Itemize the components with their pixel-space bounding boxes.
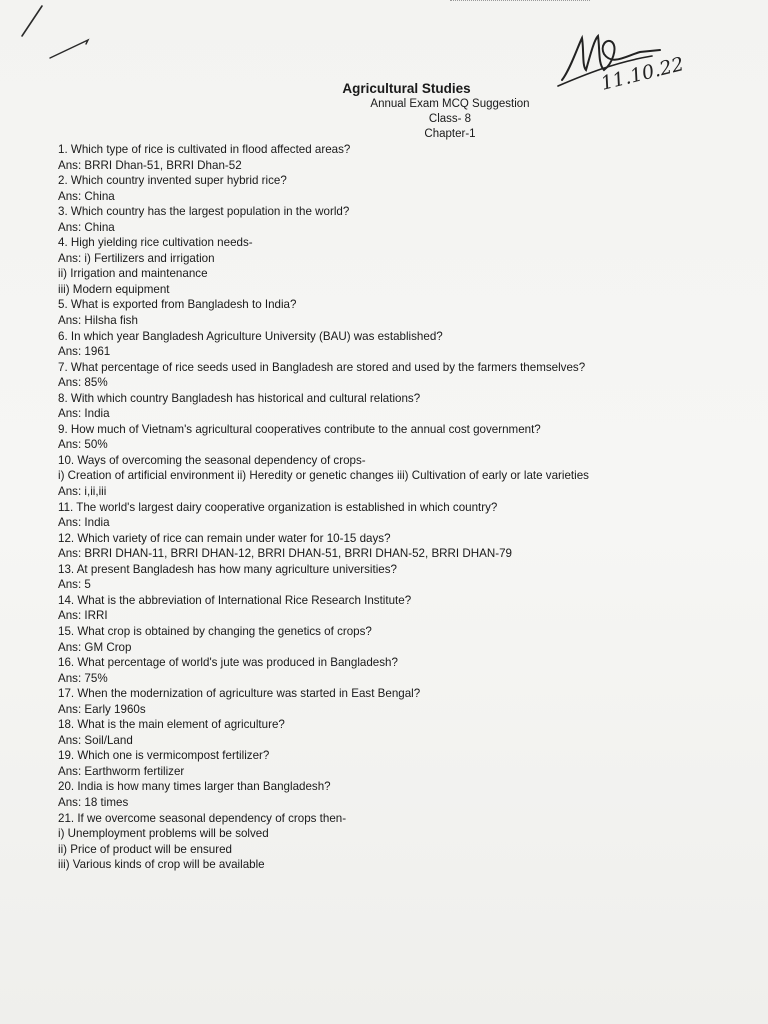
text-line: 21. If we overcome seasonal dependency of crops then- bbox=[58, 811, 347, 825]
text-line: 11. The world's largest dairy cooperative organization is established in which country? bbox=[58, 500, 498, 514]
text-line: Ans: BRRI DHAN-11, BRRI DHAN-12, BRRI DHAN-51, BRRI DHAN-52, BRRI DHAN-79 bbox=[58, 547, 512, 561]
text-line: Ans: India bbox=[58, 516, 110, 530]
text-line: Ans: i) Fertilizers and irrigation bbox=[58, 251, 215, 265]
document-subtitle: Annual Exam MCQ Suggestion bbox=[370, 98, 530, 110]
text-line: 10. Ways of overcoming the seasonal dependency of crops- bbox=[58, 453, 366, 467]
text-line: 13. At present Bangladesh has how many agriculture universities? bbox=[58, 562, 397, 576]
text-line: Ans: GM Crop bbox=[58, 640, 132, 654]
text-line: Ans: BRRI Dhan-51, BRRI Dhan-52 bbox=[58, 158, 242, 172]
class-label: Class- 8 bbox=[428, 113, 472, 125]
text-line: 9. How much of Vietnam's agricultural cooperatives contribute to the annual cost government? bbox=[58, 422, 541, 436]
text-line: Ans: China bbox=[58, 189, 115, 203]
text-line: 14. What is the abbreviation of International Rice Research Institute? bbox=[58, 593, 412, 607]
text-line: 19. Which one is vermicompost fertilizer? bbox=[58, 749, 270, 763]
text-line: Ans: India bbox=[58, 407, 110, 421]
text-line: Ans: Soil/Land bbox=[58, 733, 133, 747]
text-line: iii) Modern equipment bbox=[58, 282, 170, 296]
text-line: Ans: Early 1960s bbox=[58, 702, 146, 716]
text-line: Ans: 18 times bbox=[58, 795, 129, 809]
chapter-label: Chapter-1 bbox=[424, 128, 476, 140]
text-line: 12. Which variety of rice can remain under water for 10-15 days? bbox=[58, 531, 391, 545]
text-line: Ans: Hilsha fish bbox=[58, 314, 138, 328]
text-line: 5. What is exported from Bangladesh to India? bbox=[58, 298, 297, 312]
document-title: Agricultural Studies bbox=[342, 81, 471, 96]
text-line: Ans: 75% bbox=[58, 671, 108, 685]
text-line: i) Creation of artificial environment ii) Heredity or genetic changes iii) Cultivation of early or late varieties bbox=[58, 469, 589, 483]
text-line: 8. With which country Bangladesh has historical and cultural relations? bbox=[58, 391, 421, 405]
text-line: 6. In which year Bangladesh Agriculture University (BAU) was established? bbox=[58, 329, 443, 343]
text-line: Ans: 50% bbox=[58, 438, 108, 452]
text-line: 1. Which type of rice is cultivated in flood affected areas? bbox=[58, 143, 351, 156]
text-line: 18. What is the main element of agriculture? bbox=[58, 718, 285, 732]
text-line: 20. India is how many times larger than Bangladesh? bbox=[58, 780, 331, 794]
document-header bbox=[0, 80, 768, 142]
text-line: Ans: 5 bbox=[58, 578, 91, 592]
text-line: ii) Price of product will be ensured bbox=[58, 842, 232, 856]
text-line: 4. High yielding rice cultivation needs- bbox=[58, 236, 253, 250]
text-line: 16. What percentage of world's jute was produced in Bangladesh? bbox=[58, 656, 398, 670]
text-line: 17. When the modernization of agriculture was started in East Bengal? bbox=[58, 687, 421, 701]
svg-text:11.10.22: 11.10.22 bbox=[598, 53, 687, 95]
text-line: Ans: Earthworm fertilizer bbox=[58, 764, 185, 778]
text-line: ii) Irrigation and maintenance bbox=[58, 267, 208, 281]
text-line: Ans: 1961 bbox=[58, 345, 111, 359]
pen-marks bbox=[10, 0, 100, 70]
scan-edge-mark bbox=[450, 0, 590, 2]
text-line: 15. What crop is obtained by changing the genetics of crops? bbox=[58, 624, 372, 638]
text-line: Ans: IRRI bbox=[58, 609, 108, 623]
text-line: i) Unemployment problems will be solved bbox=[58, 827, 269, 841]
text-line: Ans: 85% bbox=[58, 376, 108, 390]
text-line: 3. Which country has the largest population in the world? bbox=[58, 205, 350, 219]
text-line: iii) Various kinds of crop will be available bbox=[58, 858, 265, 872]
text-line: 7. What percentage of rice seeds used in Bangladesh are stored and used by the farmers themselves? bbox=[58, 360, 586, 374]
text-line: Ans: China bbox=[58, 220, 115, 234]
mcq-list bbox=[58, 142, 698, 873]
text-line: 2. Which country invented super hybrid rice? bbox=[58, 174, 287, 188]
text-line: Ans: i,ii,iii bbox=[58, 485, 107, 499]
